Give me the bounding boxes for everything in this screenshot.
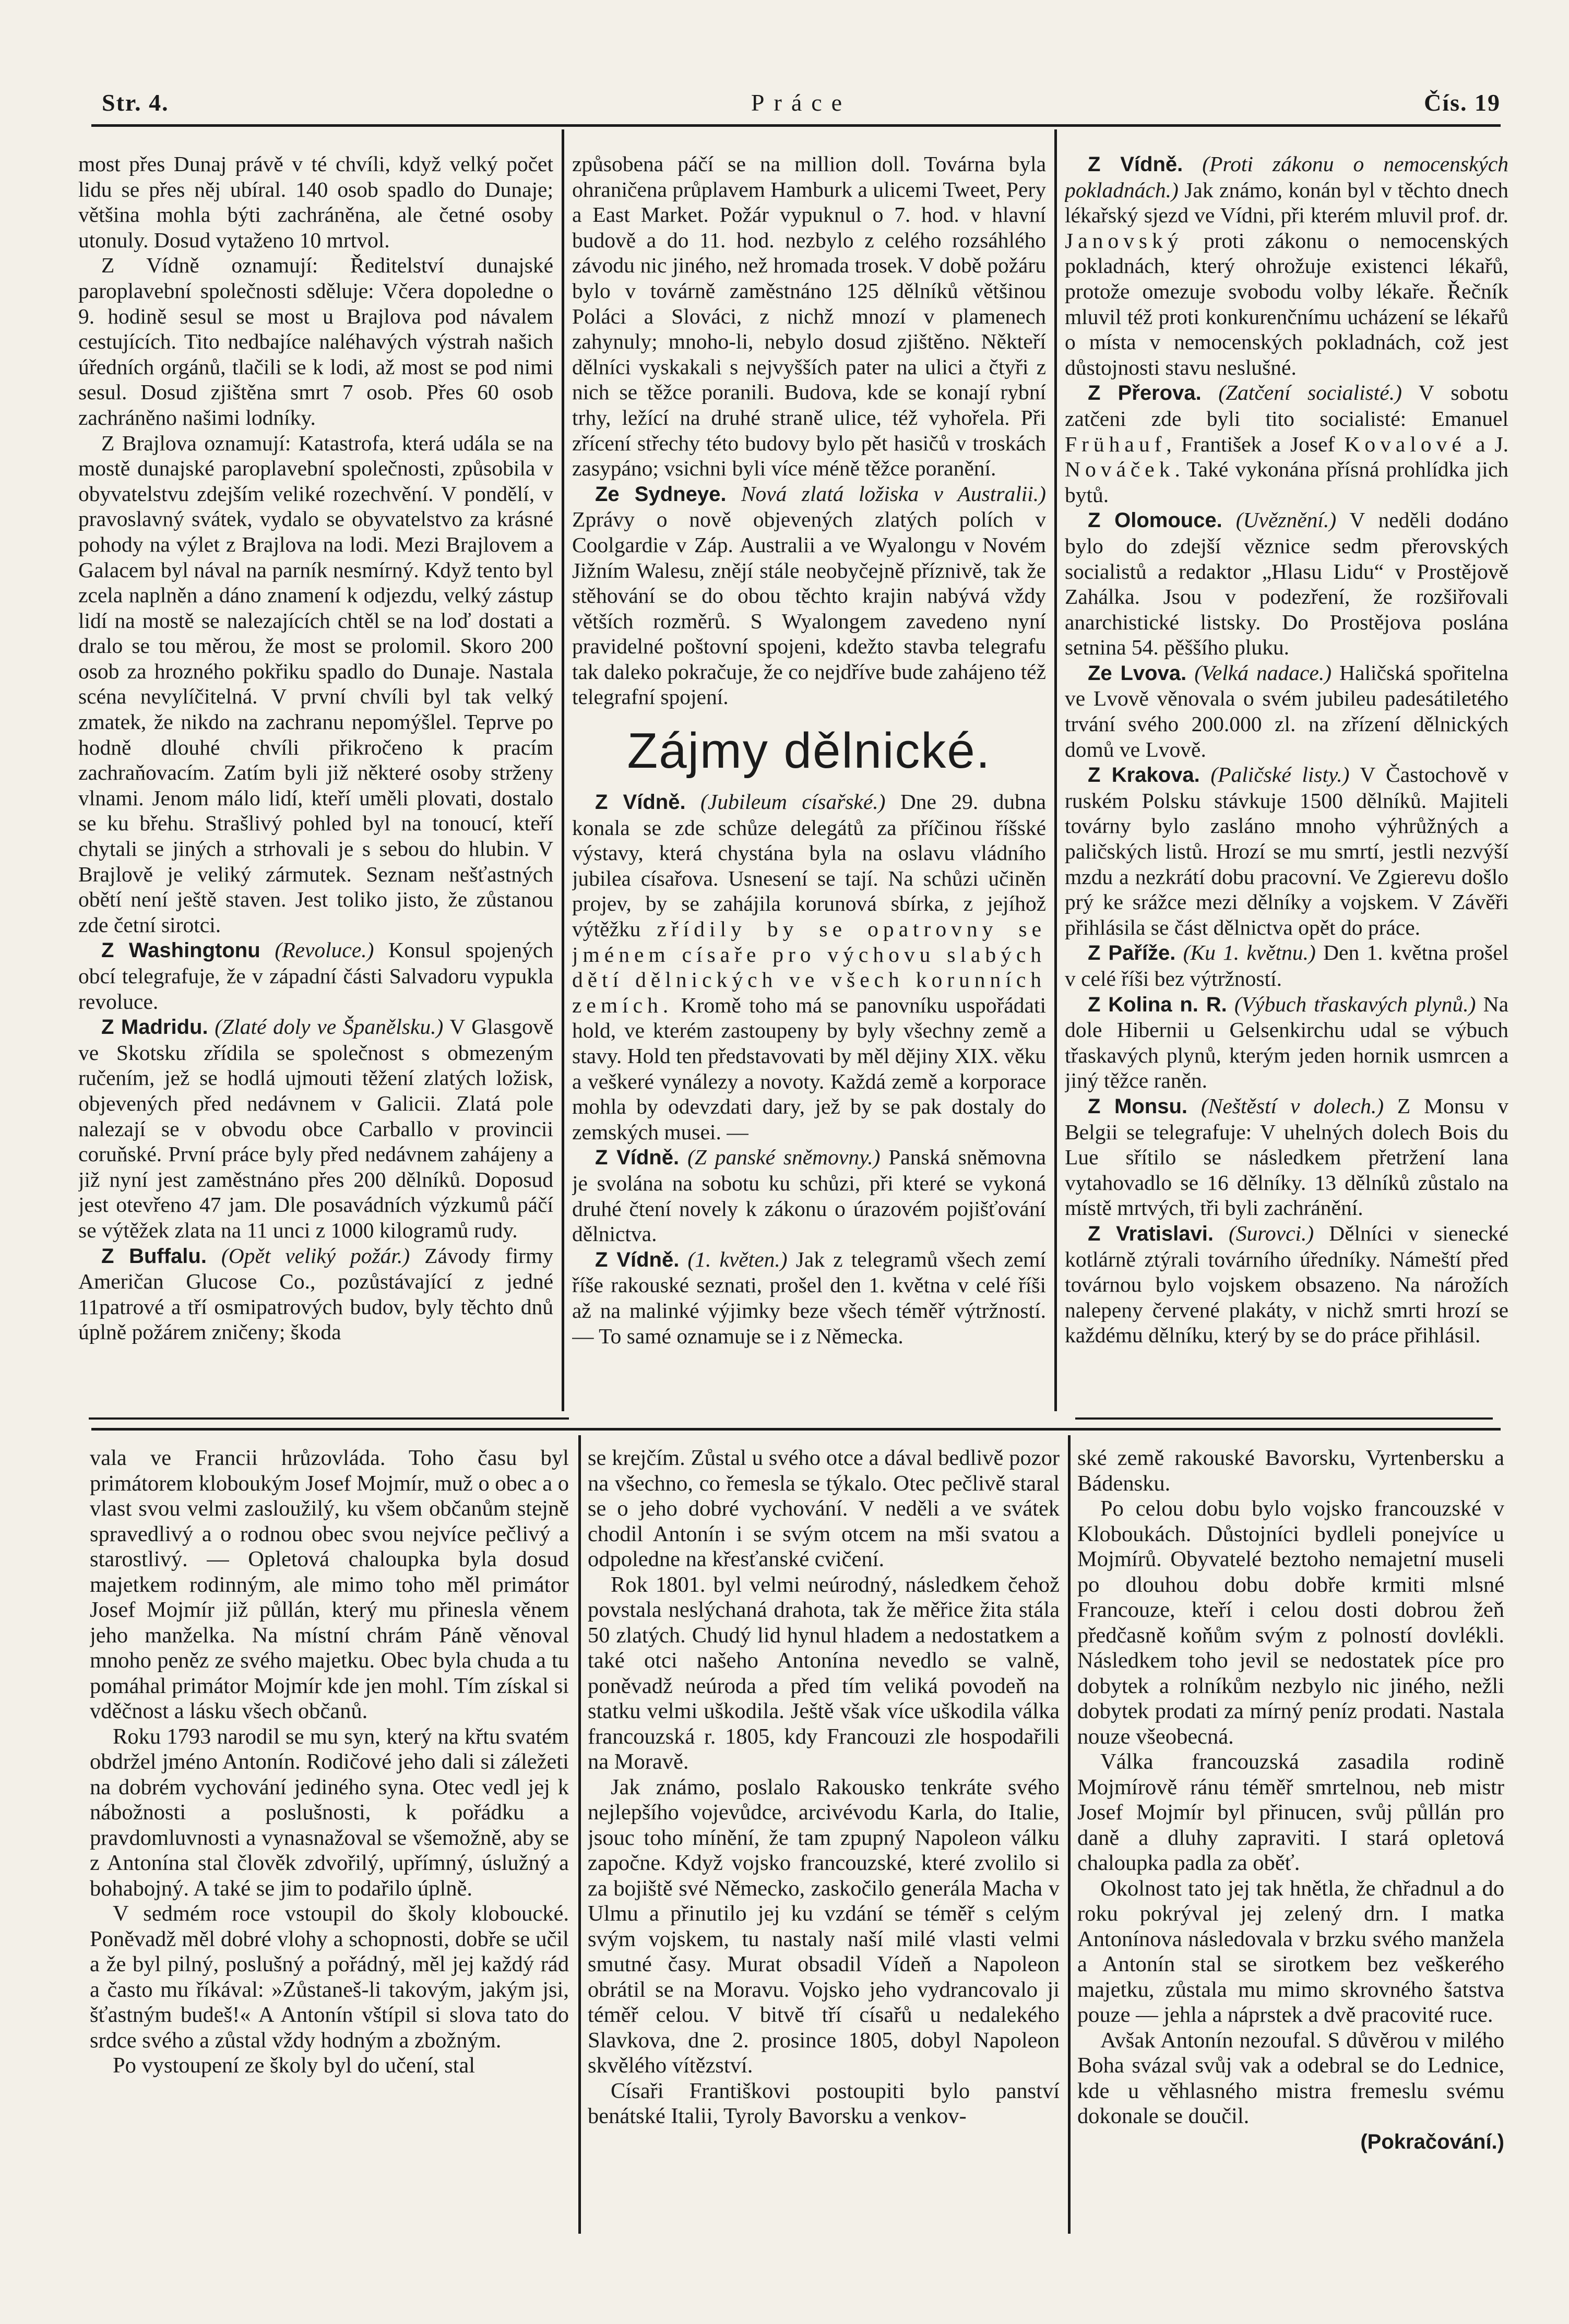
article-vienna-brajlov: Z Vídně oznamují: Ředitelství dunajské paroplavební společnosti sděluje: Včera dopoledne o 9. hodině sesul se most u Brajlova pod návalem cestujících. Tito nedbajíce naléhavých výstrah našich úředních orgánů, tlačili se k lodi, až most se pod nimi sesul. Dosud zjištěna smrt 7 osob. Přes 60 osob zachráněno našimi lodníky. (78, 253, 553, 430)
story-paragraph: Jak známo, poslalo Rakousko tenkráte svého nejlepšího vojevůdce, arcivévodu Karla, do Italie, jsouc toho mínění, že tam zpupný Napoleon válku započne. Když vojsko francouzské, které zvolilo si za bojiště své Německo, zaskočilo generála Macha v Ulmu a přinutilo jej ku vzdání se téměř s celým svým vojskem, tu nastaly naší milé vlasti velmi smutné časy. Murat obsadil Vídeň a Napoleon obrátil se na Moravu. Vojsko jeho vydrancovalo ji téměř celou. V bitvě tří císařů u nedalekého Slavkova, dne 2. prosince 1805, dobyl Napoleon skvělého vítězství. (588, 1774, 1060, 2078)
story-divider-2 (1068, 1435, 1071, 2234)
story-paragraph: Po vystoupení ze školy byl do učení, stal (113, 2053, 476, 2078)
story-paragraph: Okolnost tato jej tak hnětla, že chřadnul a do roku pokrýval jej zelený drn. I matka Antonínova následovala v brzku svého manžela a Antonín stal se sirotkem bez veškerého majetku, zůstala mu mimo skrovného šatstva pouze — jehla a náprstek a dvě pracovité ruce. (1077, 1876, 1504, 2027)
story-paragraph: Avšak Antonín nezoufal. S důvěrou v milého Boha svázal svůj vak a odebral se do Lednice, kde u věhlasného mistra fremeslu svému dokonale se doučil. (1077, 2028, 1504, 2128)
article-olomouc: Z Olomouce. (Uvěznění.) V neděli dodáno bylo do zdejší věznice sedm přerovských socialistů a redaktor „Hlasu Lidu“ v Prostějově Zahálka. Jsou v podezření, že rozšiřovali anarchistické listsky. Do Prostějova poslána setnina 54. pěššího pluku. (1065, 508, 1508, 660)
article-pariz: Z Paříže. (Ku 1. květnu.) Den 1. května prošel v celé říši bez výtržností. (1065, 940, 1508, 991)
article-panska-snemovna: Z Vídně. (Z panské sněmovny.) Panská sněmovna je svolána na sobotu ku schůzi, při které se vykoná druhé čtení novely k zákonu o úrazovém pojišťování dělnictva. (572, 1145, 1046, 1246)
article-most-continued: most přes Dunaj právě v té chvíli, když velký počet lidu se přes něj ubíral. 140 osob spadlo do Dunaje; většina mohla býti zachráněna, ale četné osoby utonuly. Dosud vytaženo 10 mrtvol. (78, 152, 553, 252)
feuilleton-rule (91, 1428, 1501, 1431)
story-column-3 (1077, 1446, 1504, 2239)
story-paragraph: vala ve Francii hrůzovláda. Toho času byl primátorem kloboukým Josef Mojmír, muž o obec a o vlast svou velmi zasloužilý, ku všem občanům stejně spravedlivý a o rodnou obec svou nejvíce pečlivý a starostlivý. — Opletová chaloupka byla dosud majetkem rodinným, ale mimo toho měl primátor Josef Mojmír již půllán, který mu přinesla věnem jeho manželka. Na místní chrám Páně věnoval mnoho peněz ze svého majetku. Obec byla chuda a tu pomáhal primátor Mojmír kde jen mohl. Tím získal si vděčnost a lásku všech občanů. (90, 1446, 569, 1723)
article-madrid: Z Madridu. (Zlaté doly ve Španělsku.) V Glasgově ve Skotsku zřídila se společnost s obmezeným ručením, jež se hodlá ujmouti těžení zlatých ložisk, objevených před nedávnem v Galicii. Zlatá pole nalezají se v obvodu obce Carballo v provincii coruňské. První práce byly před nedávnem zahájeny a již nyní jest zaměstnáno přes 200 dělníků. Doposud jest otevřeno 47 jam. Dle posavádních výzkumů páčí se výtěžek zlata na 11 unci z 1000 kilogramů rudy. (78, 1015, 553, 1242)
story-paragraph: Císaři Františkovi postoupiti bylo panství benátské Italii, Tyroly Bavorsku a venkov- (588, 2078, 1060, 2128)
article-krakov: Z Krakova. (Paličské listy.) V Častochově v ruském Polsku stávkuje 1500 dělníků. Majiteli továrny bylo zasláno mnoho výhrůžných a paličských listů. Hrozí se mu smrtí, jestli nezvýší mzdu a nezkrátí dobu pracovní. Ve Zgierevu došlo prý ke srážce mezi dělníky a vojskem. V Závěři přihlásila se část dělnictva opět do práce. (1065, 762, 1508, 939)
header-rule (91, 124, 1501, 127)
newspaper-title: Práce (751, 89, 852, 116)
issue-number: Čís. 19 (1424, 89, 1501, 116)
article-1-kveten: Z Vídně. (1. květen.) Jak z telegramů všech zemí říše rakouské seznati, prošel den 1. května v celé říši až na malinké výjimky beze všech téměř výtržností. — To samé oznamuje se i z Německa. (572, 1247, 1046, 1348)
article-sydney: Ze Sydneye. Nová zlatá ložiska v Australii.) Zprávy o nově objevených zlatých polích v Coolgardie v Záp. Australii a ve Wyalongu v Novém Jižním Walesu, znějí stále neobyčejně příznivě, tak že stěhování se do obou těchto krajin nabývá vždy větších rozměrů. S Wyalongem zavedeno nyní pravidelné poštovní spojeni, kdežto stavba telegrafu tak daleko pokračuje, že co nejdříve bude zahájeno též telegrafní spojení. (572, 481, 1046, 709)
column-divider-2 (1054, 129, 1057, 1411)
story-paragraph: ské země rakouské Bavorsku, Vyrtenbersku a Bádensku. (1077, 1446, 1504, 1496)
story-column-2 (588, 1446, 1060, 2239)
news-column-1 (78, 151, 553, 1420)
story-column-1 (90, 1446, 569, 2239)
news-column-2 (572, 151, 1046, 1420)
article-vratislav: Z Vratislavi. (Surovci.) Dělníci v sienecké kotlárně ztýrali továrního úředníky. Námeští před továrnou bylo vojskem obsazeno. Na nárožích nalepeny červené plakáty, v nichž smrti hrozí se každému dělníku, který by se do práce přihlásil. (1065, 1221, 1508, 1348)
article-washington: Z Washingtonu (Revoluce.) Konsul spojených obcí telegrafuje, že v západní části Salvadoru vypukla revoluce. (78, 938, 553, 1014)
story-divider-1 (578, 1435, 581, 2234)
story-paragraph: V sedmém roce vstoupil do školy kloboucké. Poněvadž měl dobré vlohy a schopnosti, dobře se učil a že byl pilný, poslušný a pořádný, měl jej každý rád a často mu říkával: »Zůstaneš-li takovým, jakým jsi, šťastným budeš!« A Antonín vštípil si slova tato do srdce svého a zůstal vždy hodným a zbožným. (90, 1901, 569, 2053)
article-lvov: Ze Lvova. (Velká nadace.) Haličská spořitelna ve Lvově věnovala o svém jubileu padesátiletého trvání svého 200.000 zl. na zřízení dělnických domů ve Lvově. (1065, 660, 1508, 761)
article-brajlov: Z Brajlova oznamují: Katastrofa, která udála se na mostě dunajské paroplavební společnosti, způsobila v obyvatelstvu zdejším veliké rozechvění. V pondělí, v pravoslavný svátek, vydalo se obyvatelstvo za krásné pohody na výlet z Brajlova na lodi. Mezi Brajlovem a Galacem byl nával na parník nesmírný. Když tento byl zcela naplněn a dáno znamení k odjezdu, velký zástup lidí na mostě se nalezajících chtěl se na loď dostati a dralo se tou měrou, že most se prolomil. Skoro 200 osob za hrozného pokřiku spadlo do Dunaje. Nastala scéna nevylíčitelná. V první chvíli byl tak velký zmatek, že nikdo na zachranu nepomýšlel. Teprve po hodně dlouhé chvíli přikročeno k pracím zachraňovacím. Zatím byli již některé osoby strženy vlnami. Jenom málo lidí, kteří uměli plovati, dostalo se ku břehu. Strašlivý pohled byl na tonoucí, kteří chytali se jiných a strhovali je s sebou do hlubin. V Brajlově je veliký zármutek. Seznam nešťastných obětí není ještě staven. Jest toliko jisto, že zůstanou zde četní sirotci. (78, 431, 553, 937)
story-paragraph: Válka francouzská zasadila rodině Mojmírově ránu téměř smrtelnou, neb mistr Josef Mojmír byl přinucen, svůj půllán pro daně a dluhy zapraviti. I stará opletová chaloupka padla za oběť. (1077, 1749, 1504, 1875)
article-nemocenske-pokladny: Z Vídně. (Proti zákonu o nemocenských pokladnách.) Jak známo, konán byl v těchto dnech lékařský sjezd ve Vídni, při kterém mluvil prof. dr. Janovský proti zákonu o nemocenských pokladnách, který ohrožuje existenci lékařů, protože omezuje svobodu volby lékaře. Řečník mluvil též proti konkurenčnímu ucházení se lékařů o místa v nemocenských pokladnách, což jest důstojnosti stavu neslušné. (1065, 152, 1508, 379)
story-paragraph: se krejčím. Zůstal u svého otce a dával bedlivě pozor na všechno, co řemesla se týkalo. Otec pečlivě staral se o jeho dobré vychování. V neděli a ve svátek chodil Antonín i se svým otcem na mši svatou a odpoledne na křesťanské cvičení. (588, 1446, 1060, 1571)
news-column-3 (1065, 151, 1508, 1420)
article-monsu: Z Monsu. (Neštěstí v dolech.) Z Monsu v Belgii se telegrafuje: V uhelných dolech Bois du Lue sřítilo se následkem přetržení lana vytahovadlo se 16 dělníky. 13 dělníků zůstalo na místě mrtvých, tři byli zachránění. (1065, 1093, 1508, 1220)
column-divider-1 (562, 129, 564, 1411)
section-heading: Zájmy dělnické. (627, 723, 991, 779)
section-rule-2 (1075, 1417, 1493, 1420)
to-be-continued: (Pokračování.) (1360, 2130, 1504, 2153)
story-paragraph: Rok 1801. byl velmi neúrodný, následkem čehož povstala neslýchaná drahota, tak že měřice žita stála 50 zlatých. Chudý lid hynul hladem a nedostatkem a také otci našeho Antonína nevedlo se valně, poněvadž neúroda a před tím veliká povodeň na statku velmi uškodila. Ještě však více uškodila válka francouzská r. 1805, kdy Francouzi zle hospodařili na Moravě. (588, 1572, 1060, 1774)
page-header (102, 89, 1501, 125)
article-prerov: Z Přerova. (Zatčení socialisté.) V sobotu zatčeni zde byli tito socialisté: Emanuel Frühauf, František a Josef Kovalové a J. Nováček. Také vykonána přísná prohlídka jich bytů. (1065, 380, 1508, 507)
article-buffalo: Z Buffalu. (Opět veliký požár.) Závody firmy Američan Glucose Co., pozůstávající z jedné 11patrové a tří osmipatrových budov, byly těchto dnů úplně požárem zničeny; škoda (78, 1243, 553, 1344)
page-number: Str. 4. (102, 89, 169, 116)
story-paragraph: Po celou dobu bylo vojsko francouzské v Kloboukách. Důstojníci bydleli ponejvíce u Mojmírů. Obyvatelé beztoho nemajetní museli po dlouhou dobu dobře krmiti mlsné Francouze, kteří i celou dosti dobrou žeň předčasně koňům svým z polností dovlékli. Následkem toho jevil se nedostatek píce pro dobytek a rolníkům nezbylo nic jiného, nežli dobytek prodati za mírný peníz prodati. Nastala nouze všeobecná. (1077, 1496, 1504, 1749)
story-paragraph: Roku 1793 narodil se mu syn, který na křtu svatém obdržel jméno Antonín. Rodičové jeho dali si záležeti na dobrém vychování jediného syna. Otec vedl jej k nábožnosti a poslušnosti, k pořádku a pravdomluvnosti a vynasnažoval se všemožně, aby se z Antonína stal člověk zdvořilý, upřímný, úslužný a bohabojný. A také se jim to podařilo úplně. (90, 1724, 569, 1901)
article-buffalo-continued: způsobena páčí se na million doll. Továrna byla ohraničena průplavem Hamburk a ulicemi Tweet, Pery a East Market. Požár vypuknul o 7. hod. v hlavní budově a do 11. hod. nezbylo z celého rozsáhlého závodu nic jiného, než hromada trosek. V době požáru bylo v továrně zaměstnáno 125 dělníků většinou Poláci a Slováci, z nichž mnozí v plamenech zahynuly; mnoho-li, nebylo dosud zjištěno. Někteří dělníci vyskakali s nejvyšších pater na ulici a čtyři z nich se těžce poranili. Budova, kde se konají rybní trhy, ležící na druhé straně ulice, též vyhořela. Při zřícení střechy této budovy bylo pět hasičů v troskách zasypáno; vsichni byli více méně těžce poranění. (572, 152, 1046, 481)
section-rule-1 (89, 1417, 569, 1420)
article-jubileum: Z Vídně. (Jubileum císařské.) Dne 29. dubna konala se zde schůze delegátů za příčinou říšské výstavy, která chystána byla na oslavu vládního jubilea císařova. Usnesení se tají. Na schůzi učiněn projev, by se zahájila korunová sbírka, z jejíhož výtěžku zřídily by se opatrovny se jménem císaře pro výchovu slabých dětí dělnických ve všech korunních zemích. Kromě toho má se panovníku uspořádati hold, ve kterém zastoupeny by byly všechny země a stavy. Hold ten představovati by měl dějiny XIX. věku a veškeré vynálezy a novoty. Každá země a korporace mohla by odevzdati dary, jež by se pak dostaly do zemských musei. — (572, 790, 1046, 1144)
article-kolin: Z Kolina n. R. (Výbuch třaskavých plynů.) Na dole Hibernii u Gelsenkirchu udal se výbuch třaskavých plynů, kterým jeden hornik usmrcen a jiný těžce raněn. (1065, 992, 1508, 1093)
